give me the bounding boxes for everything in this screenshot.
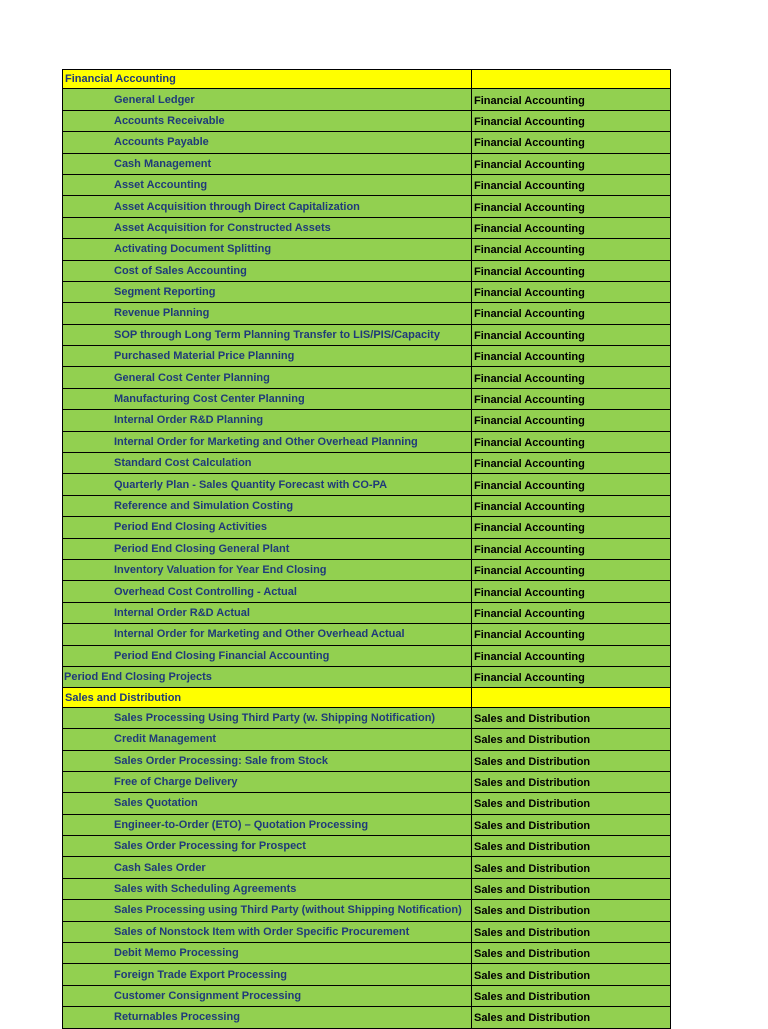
table-row bbox=[63, 857, 671, 878]
module-category-cell[interactable]: Financial Accounting bbox=[472, 174, 671, 195]
table-row bbox=[63, 367, 671, 388]
module-category-cell[interactable]: Sales and Distribution bbox=[472, 750, 671, 771]
module-category-cell[interactable]: Financial Accounting bbox=[472, 303, 671, 324]
process-name-cell[interactable]: Revenue Planning bbox=[63, 303, 472, 324]
table-row bbox=[63, 985, 671, 1006]
process-name-cell[interactable]: Free of Charge Delivery bbox=[63, 771, 472, 792]
process-name-cell[interactable]: Period End Closing Financial Accounting bbox=[63, 645, 472, 666]
process-name-cell[interactable]: Manufacturing Cost Center Planning bbox=[63, 388, 472, 409]
table-row bbox=[63, 346, 671, 367]
module-category-cell[interactable]: Financial Accounting bbox=[472, 431, 671, 452]
process-name-cell[interactable]: Internal Order for Marketing and Other Overhead Planning bbox=[63, 431, 472, 452]
table-row bbox=[63, 217, 671, 238]
process-name-cell[interactable]: Period End Closing Projects bbox=[63, 666, 472, 687]
process-name-cell[interactable]: Segment Reporting bbox=[63, 281, 472, 302]
module-category-cell[interactable]: Sales and Distribution bbox=[472, 771, 671, 792]
process-name-cell[interactable]: General Cost Center Planning bbox=[63, 367, 472, 388]
process-name-cell[interactable]: SOP through Long Term Planning Transfer to LIS/PIS/Capacity bbox=[63, 324, 472, 345]
table-row bbox=[63, 89, 671, 110]
section-header-empty-cell[interactable] bbox=[472, 70, 671, 89]
table-row bbox=[63, 836, 671, 857]
table-row bbox=[63, 517, 671, 538]
module-category-cell[interactable]: Sales and Distribution bbox=[472, 943, 671, 964]
process-name-cell[interactable]: General Ledger bbox=[63, 89, 472, 110]
table-row bbox=[63, 239, 671, 260]
process-name-cell[interactable]: Inventory Valuation for Year End Closing bbox=[63, 559, 472, 580]
module-category-cell[interactable]: Sales and Distribution bbox=[472, 1007, 671, 1028]
module-category-cell[interactable]: Sales and Distribution bbox=[472, 878, 671, 899]
process-name-cell[interactable]: Cost of Sales Accounting bbox=[63, 260, 472, 281]
process-name-cell[interactable]: Period End Closing Activities bbox=[63, 517, 472, 538]
table-row bbox=[63, 581, 671, 602]
process-name-cell[interactable]: Debit Memo Processing bbox=[63, 943, 472, 964]
table-row bbox=[63, 260, 671, 281]
table-row bbox=[63, 324, 671, 345]
process-name-cell[interactable]: Internal Order R&D Planning bbox=[63, 410, 472, 431]
module-category-cell[interactable]: Financial Accounting bbox=[472, 602, 671, 623]
process-name-cell[interactable]: Asset Acquisition through Direct Capitalization bbox=[63, 196, 472, 217]
module-category-cell[interactable]: Sales and Distribution bbox=[472, 900, 671, 921]
process-name-cell[interactable]: Sales Quotation bbox=[63, 793, 472, 814]
table-row bbox=[63, 474, 671, 495]
table-row bbox=[63, 538, 671, 559]
table-row bbox=[63, 943, 671, 964]
module-category-cell[interactable]: Financial Accounting bbox=[472, 346, 671, 367]
module-category-cell[interactable]: Financial Accounting bbox=[472, 132, 671, 153]
table-row bbox=[63, 174, 671, 195]
section-header-empty-cell[interactable] bbox=[472, 688, 671, 707]
section-title[interactable]: Sales and Distribution bbox=[63, 688, 472, 707]
process-name-cell[interactable]: Sales of Nonstock Item with Order Specific Procurement bbox=[63, 921, 472, 942]
process-name-cell[interactable]: Period End Closing General Plant bbox=[63, 538, 472, 559]
process-name-cell[interactable]: Internal Order R&D Actual bbox=[63, 602, 472, 623]
table-row bbox=[63, 410, 671, 431]
spreadsheet-body bbox=[63, 70, 671, 1029]
section-header-row bbox=[63, 688, 671, 707]
module-category-cell[interactable]: Sales and Distribution bbox=[472, 964, 671, 985]
module-category-cell[interactable]: Sales and Distribution bbox=[472, 921, 671, 942]
module-category-cell[interactable]: Financial Accounting bbox=[472, 260, 671, 281]
table-row bbox=[63, 666, 671, 687]
module-category-cell[interactable]: Financial Accounting bbox=[472, 559, 671, 580]
module-category-cell[interactable]: Sales and Distribution bbox=[472, 857, 671, 878]
process-name-cell[interactable]: Overhead Cost Controlling - Actual bbox=[63, 581, 472, 602]
table-row bbox=[63, 453, 671, 474]
process-name-cell[interactable]: Standard Cost Calculation bbox=[63, 453, 472, 474]
module-category-cell[interactable]: Sales and Distribution bbox=[472, 707, 671, 728]
table-row bbox=[63, 153, 671, 174]
table-row bbox=[63, 303, 671, 324]
process-name-cell[interactable]: Activating Document Splitting bbox=[63, 239, 472, 260]
process-name-cell[interactable]: Accounts Receivable bbox=[63, 110, 472, 131]
module-category-cell[interactable]: Financial Accounting bbox=[472, 666, 671, 687]
process-name-cell[interactable]: Sales with Scheduling Agreements bbox=[63, 878, 472, 899]
process-name-cell[interactable]: Sales Order Processing: Sale from Stock bbox=[63, 750, 472, 771]
module-category-cell[interactable]: Financial Accounting bbox=[472, 645, 671, 666]
table-row bbox=[63, 388, 671, 409]
module-category-cell[interactable]: Financial Accounting bbox=[472, 196, 671, 217]
table-row bbox=[63, 196, 671, 217]
module-category-cell[interactable]: Financial Accounting bbox=[472, 281, 671, 302]
table-row bbox=[63, 624, 671, 645]
process-name-cell[interactable]: Asset Acquisition for Constructed Assets bbox=[63, 217, 472, 238]
module-category-cell[interactable]: Financial Accounting bbox=[472, 153, 671, 174]
process-name-cell[interactable]: Internal Order for Marketing and Other Overhead Actual bbox=[63, 624, 472, 645]
module-category-cell[interactable]: Sales and Distribution bbox=[472, 729, 671, 750]
process-name-cell[interactable]: Asset Accounting bbox=[63, 174, 472, 195]
table-row bbox=[63, 964, 671, 985]
module-category-cell[interactable]: Financial Accounting bbox=[472, 324, 671, 345]
table-row bbox=[63, 602, 671, 623]
module-category-cell[interactable]: Financial Accounting bbox=[472, 367, 671, 388]
table-row bbox=[63, 1007, 671, 1028]
section-header-row bbox=[63, 70, 671, 89]
spreadsheet-table bbox=[62, 69, 671, 1029]
module-category-cell[interactable]: Financial Accounting bbox=[472, 474, 671, 495]
module-category-cell[interactable]: Financial Accounting bbox=[472, 217, 671, 238]
module-category-cell[interactable]: Financial Accounting bbox=[472, 538, 671, 559]
table-row bbox=[63, 793, 671, 814]
process-name-cell[interactable]: Cash Sales Order bbox=[63, 857, 472, 878]
table-row bbox=[63, 707, 671, 728]
table-row bbox=[63, 878, 671, 899]
module-category-cell[interactable]: Financial Accounting bbox=[472, 388, 671, 409]
table-row bbox=[63, 132, 671, 153]
process-name-cell[interactable]: Purchased Material Price Planning bbox=[63, 346, 472, 367]
module-category-cell[interactable]: Sales and Distribution bbox=[472, 793, 671, 814]
module-category-cell[interactable]: Financial Accounting bbox=[472, 624, 671, 645]
module-category-cell[interactable]: Financial Accounting bbox=[472, 517, 671, 538]
process-name-cell[interactable]: Cash Management bbox=[63, 153, 472, 174]
table-row bbox=[63, 431, 671, 452]
module-category-cell[interactable]: Financial Accounting bbox=[472, 110, 671, 131]
table-row bbox=[63, 110, 671, 131]
table-row bbox=[63, 559, 671, 580]
process-name-cell[interactable]: Engineer-to-Order (ETO) – Quotation Processing bbox=[63, 814, 472, 835]
table-row bbox=[63, 750, 671, 771]
table-row bbox=[63, 729, 671, 750]
table-row bbox=[63, 645, 671, 666]
process-name-cell[interactable]: Quarterly Plan - Sales Quantity Forecast with CO-PA bbox=[63, 474, 472, 495]
module-category-cell[interactable]: Sales and Distribution bbox=[472, 836, 671, 857]
table-row bbox=[63, 281, 671, 302]
process-name-cell[interactable]: Customer Consignment Processing bbox=[63, 985, 472, 1006]
process-name-cell[interactable]: Returnables Processing bbox=[63, 1007, 472, 1028]
process-name-cell[interactable]: Foreign Trade Export Processing bbox=[63, 964, 472, 985]
table-row bbox=[63, 921, 671, 942]
module-category-cell[interactable]: Financial Accounting bbox=[472, 495, 671, 516]
process-name-cell[interactable]: Accounts Payable bbox=[63, 132, 472, 153]
process-name-cell[interactable]: Credit Management bbox=[63, 729, 472, 750]
module-category-cell[interactable]: Sales and Distribution bbox=[472, 985, 671, 1006]
table-row bbox=[63, 900, 671, 921]
module-category-cell[interactable]: Financial Accounting bbox=[472, 453, 671, 474]
table-row bbox=[63, 495, 671, 516]
section-title[interactable]: Financial Accounting bbox=[63, 70, 472, 89]
process-name-cell[interactable]: Sales Processing using Third Party (without Shipping Notification) bbox=[63, 900, 472, 921]
process-name-cell[interactable]: Sales Processing Using Third Party (w. Shipping Notification) bbox=[63, 707, 472, 728]
module-category-cell[interactable]: Financial Accounting bbox=[472, 581, 671, 602]
process-name-cell[interactable]: Reference and Simulation Costing bbox=[63, 495, 472, 516]
module-category-cell[interactable]: Financial Accounting bbox=[472, 89, 671, 110]
table-row bbox=[63, 814, 671, 835]
module-category-cell[interactable]: Financial Accounting bbox=[472, 239, 671, 260]
module-category-cell[interactable]: Financial Accounting bbox=[472, 410, 671, 431]
module-category-cell[interactable]: Sales and Distribution bbox=[472, 814, 671, 835]
process-name-cell[interactable]: Sales Order Processing for Prospect bbox=[63, 836, 472, 857]
table-row bbox=[63, 771, 671, 792]
